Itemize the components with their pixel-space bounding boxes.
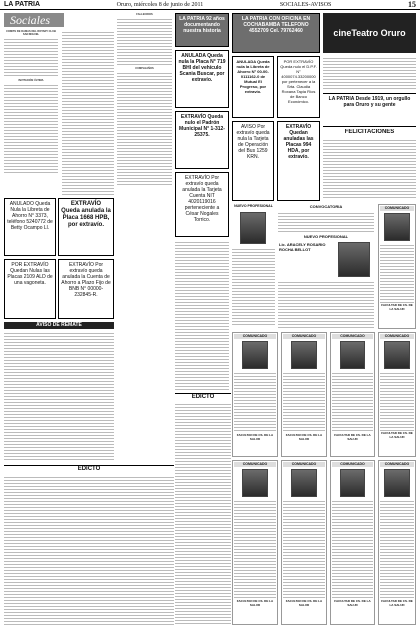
comunicado-text xyxy=(283,499,325,599)
sociales-col3 xyxy=(117,13,172,193)
comunicado-card xyxy=(330,460,375,625)
ad-patria-cochabamba xyxy=(232,13,320,53)
sociales-text xyxy=(4,83,58,173)
ad-extravio-placas xyxy=(277,121,320,201)
ad-text: EXTRAVÍO Queda nulo el Padrón Municipal N° 1-312-25375. xyxy=(179,114,225,138)
ad-text: ANULADA Queda nula la Placa N° 719 BHI del vehículo Scania Buscar, por extravío. xyxy=(178,53,226,83)
comunicado-text xyxy=(332,371,373,433)
middle-text xyxy=(175,240,229,390)
comunicado-card xyxy=(281,460,327,625)
comunicado-title: COMUNICADO xyxy=(380,206,414,211)
comunicado-title: COMUNICADO xyxy=(332,334,373,339)
edicto2-text xyxy=(175,402,231,625)
page-header xyxy=(0,0,420,10)
comunicado-signature: FACULTAD DE CS. DE LA SALUD xyxy=(285,433,323,441)
header-date: Oruro, miércoles 8 de junio de 2011 xyxy=(116,1,204,8)
comunicado-text xyxy=(332,499,373,599)
ad-placas2109 xyxy=(4,259,56,319)
sociales-text xyxy=(4,37,58,77)
comunicado-card xyxy=(378,332,416,457)
sociales-col2 xyxy=(62,30,114,195)
edicto1-text xyxy=(4,475,174,625)
ad-anulada-libreta xyxy=(232,56,274,118)
ad-text: POR EXTRAVÍO Queda nulo el D.P.F. N° 4000074.33200000 por pertenecer a la Srta. Claudia Roxana Tapia Ríos de Banco Económico. xyxy=(280,59,317,104)
comunicado-title: COMUNICADO xyxy=(234,334,276,339)
ad-extravio-cuenta xyxy=(58,259,114,319)
person-photo xyxy=(242,469,268,497)
comunicado-card xyxy=(232,332,278,457)
person-photo xyxy=(291,469,317,497)
ad-text: EXTRAVÍO Quedan anuladas las Placas 994 HDA, por extravío. xyxy=(283,124,314,160)
sociales-text xyxy=(62,30,114,195)
comunicado-title: COMUNICADO xyxy=(283,462,325,467)
comunicado-signature: FACULTAD DE CS. DE LA SALUD xyxy=(236,433,274,441)
convocatoria-text xyxy=(278,211,374,233)
person-photo xyxy=(384,213,410,241)
nuevo-prof-text xyxy=(232,247,275,327)
sociales-text xyxy=(117,71,172,186)
comunicado-card xyxy=(281,332,327,457)
felicitaciones-text xyxy=(323,138,416,198)
ad-text: EXTRAVÍO Queda anulada la Placa 1668 HPB, por extravío. xyxy=(61,201,111,228)
ad-text: ANULADO Queda Nula la Libreta de Ahorro N° 3373, teléfono 5240772 de Betty Ocampo Ll. xyxy=(7,201,53,231)
page-number: 15 xyxy=(408,0,416,9)
nuevo-prof2-name: Lic. ARACELY ROSARIO ROCHA BELLOT xyxy=(279,242,326,252)
sociales-item3-title: CUMPLEAÑOS xyxy=(135,67,154,70)
ad-text: LA PATRIA 92 años documentando nuestra historia xyxy=(179,16,225,34)
person-photo xyxy=(384,469,410,497)
comunicado-text xyxy=(234,371,276,433)
comunicado-signature: FACULTAD DE CS. DE LA SALUD xyxy=(381,303,413,311)
comunicado-title: COMUNICADO xyxy=(380,334,414,339)
sociales-item4-title: FALLECIDOS xyxy=(136,13,153,16)
edicto1-title: EDICTO xyxy=(4,465,174,473)
comunicado-card xyxy=(330,332,375,457)
comunicado-card xyxy=(378,204,416,329)
sociales-title: Sociales xyxy=(4,13,64,27)
person-photo xyxy=(338,242,370,277)
ad-extravio-padron xyxy=(175,111,229,169)
comunicado-text xyxy=(283,371,325,433)
ad-text: EXTRAVÍO Por extravío queda anulada la Tarjeta Cuenta NIT 4020119016 perteneciente a César Nogales Torrico. xyxy=(182,175,222,223)
ad-aviso-bus xyxy=(232,121,274,201)
comunicado-card xyxy=(378,460,416,625)
tv-text xyxy=(323,56,416,90)
comunicado-title: COMUNICADO xyxy=(380,462,414,467)
person-photo xyxy=(340,341,365,369)
nuevo-prof2-text xyxy=(278,280,374,330)
felicitaciones-title: FELICITACIONES xyxy=(344,129,395,135)
comunicado-title: COMUNICADO xyxy=(332,462,373,467)
nuevo-prof2-title: NUEVO PROFESIONAL xyxy=(303,234,349,239)
sociales-banner xyxy=(4,13,114,27)
newspaper-logo: LA PATRIA xyxy=(4,1,41,8)
comunicado-signature: FACULTAD DE CS. DE LA SALUD xyxy=(285,599,323,607)
comunicado-signature: FACULTAD DE CS. DE LA SALUD xyxy=(236,599,274,607)
ad-text: POR EXTRAVÍO Quedan Nulas las Placas 2109 ALD de una vagoneta. xyxy=(7,262,53,286)
ad-extravio-tarjeta xyxy=(175,172,229,237)
comunicado-title: COMUNICADO xyxy=(283,334,325,339)
person-photo xyxy=(384,341,410,369)
person-photo xyxy=(291,341,317,369)
nuevo-prof-title: NUEVO PROFESIONAL xyxy=(234,204,273,208)
ad-text: EXTRAVÍO Por extravío queda anulada la Cuenta de Ahorro a Plazo Fijo de BNB N° 00000-232845-R. xyxy=(61,262,111,298)
comunicado-signature: FACULTAD DE CS. DE LA SALUD xyxy=(334,599,371,607)
comunicado-signature: FACULTAD DE CS. DE LA SALUD xyxy=(381,431,413,439)
comunicado-text xyxy=(234,499,276,599)
comunicado-text xyxy=(380,371,414,431)
ad-extravio-placa1668 xyxy=(58,198,114,256)
aviso-remate-title: AVISO DE REMATE xyxy=(4,322,114,329)
ad-text: LA PATRIA Desde 1919, un orgullo para Oruro y su gente xyxy=(328,96,411,108)
ad-por-extravio-dpf xyxy=(277,56,320,118)
ad-text: AVISO Por extravío queda nula la Tarjeta de Operación del Bus 1259 KRN. xyxy=(236,124,270,160)
person-photo xyxy=(242,341,268,369)
tv-logo: cineTeatro Oruro xyxy=(323,13,416,53)
sociales-col1 xyxy=(4,30,58,195)
convocatoria-title: CONVOCATORIA xyxy=(309,204,343,209)
comunicado-text xyxy=(380,499,414,599)
edicto2-title: EDICTO xyxy=(175,393,231,401)
sociales-item1-title: COMITÉ DE DAMAS DEL ROTARY CLUB SAN MIGUEL xyxy=(6,30,56,36)
ad-patria-right xyxy=(323,93,416,127)
comunicado-text xyxy=(380,243,414,303)
sociales-text xyxy=(117,17,172,67)
comunicado-card xyxy=(232,460,278,625)
ad-patria-92 xyxy=(175,13,229,47)
header-section: SOCIALES-AVISOS xyxy=(279,1,332,8)
comunicado-signature: FACULTAD DE CS. DE LA SALUD xyxy=(334,433,371,441)
ad-text: ANULADA Queda nula la Libreta de Ahorro N° 00-00-0111162-0 de Mutual El Progreso, por extravío. xyxy=(236,59,270,94)
person-photo xyxy=(240,212,266,244)
person-photo xyxy=(340,469,365,497)
ad-anulada-placa xyxy=(175,50,229,108)
comunicado-title: COMUNICADO xyxy=(234,462,276,467)
ad-text: LA PATRIA CON OFICINA EN COCHABAMBA TELEFONO 4552709 Cel. 79762460 xyxy=(241,16,311,34)
aviso-remate-text xyxy=(4,331,114,461)
ad-anulado-libreta xyxy=(4,198,56,256)
sociales-item2-title: INVITACIÓN ÚLTIMA xyxy=(18,79,44,82)
comunicado-signature: FACULTAD DE CS. DE LA SALUD xyxy=(381,599,413,607)
